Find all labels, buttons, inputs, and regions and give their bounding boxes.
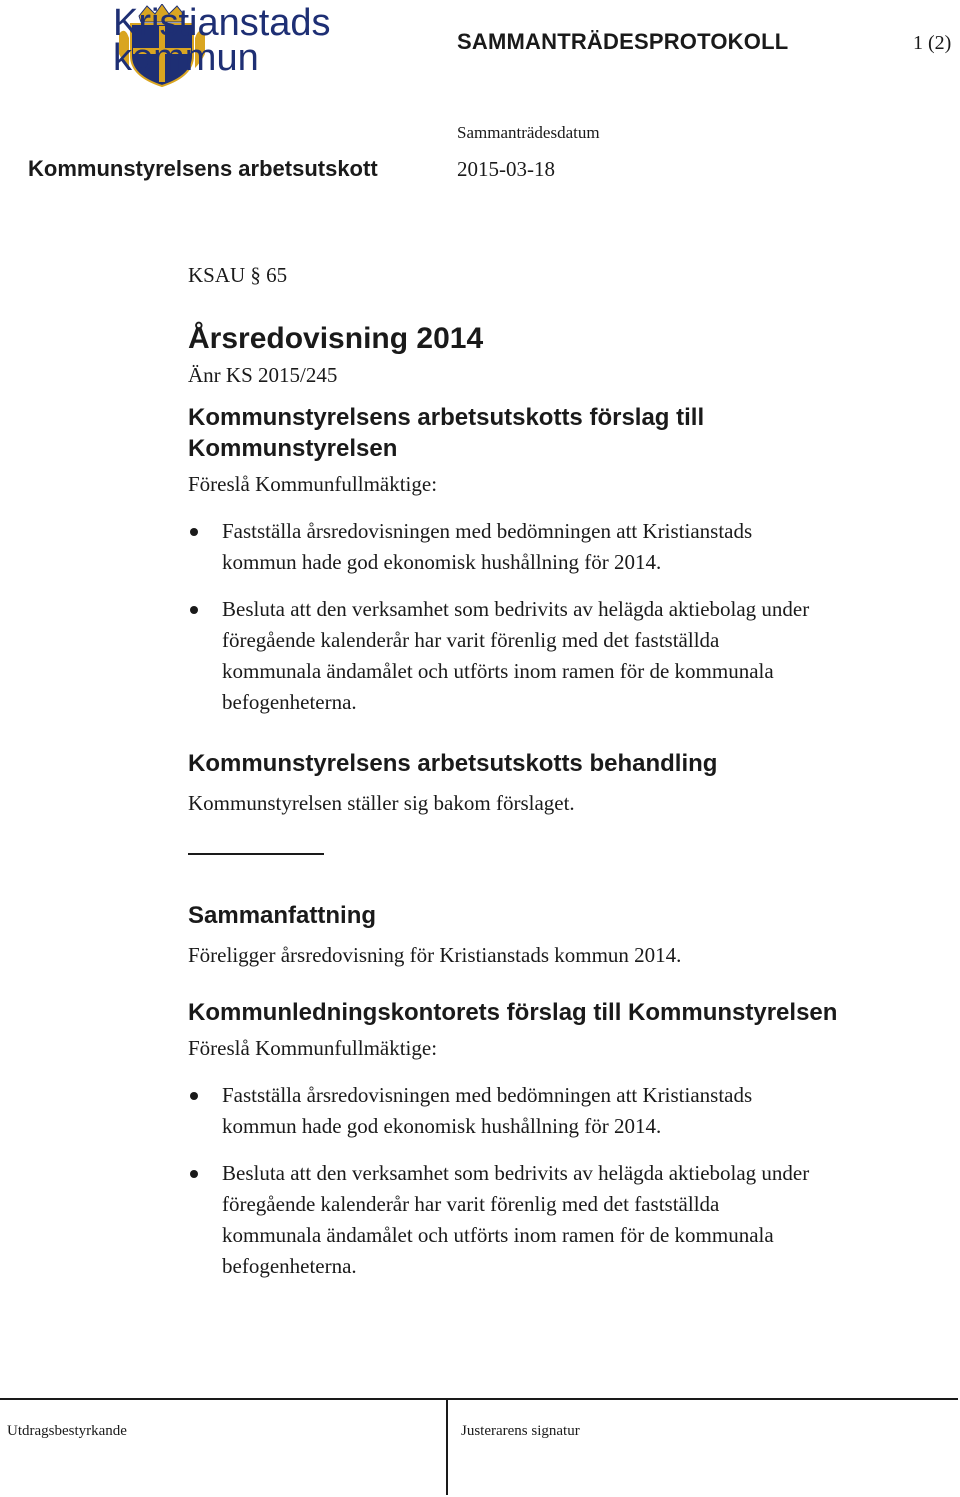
proposal-heading-line2: Kommunstyrelsen — [188, 435, 398, 462]
bullet-icon — [190, 528, 198, 536]
section-number: KSAU § 65 — [188, 263, 288, 287]
meeting-date-label: Sammanträdesdatum — [457, 123, 600, 142]
list-item-line: kommun hade god ekonomisk hushållning för 2014. — [222, 1114, 662, 1138]
meeting-date-value: 2015-03-18 — [457, 157, 555, 181]
handling-heading: Kommunstyrelsens arbetsutskotts behandling — [188, 750, 718, 777]
document-body — [188, 260, 928, 1282]
summary-heading: Sammanfattning — [188, 902, 377, 929]
bullet-icon — [190, 1170, 198, 1178]
footer-rule — [0, 1398, 958, 1400]
list-item-line: kommun hade god ekonomisk hushållning för 2014. — [222, 550, 662, 574]
list-item-line: Fastställa årsredovisningen med bedömningen att Kristianstads — [222, 519, 753, 543]
footer-divider — [446, 1399, 448, 1495]
office-proposal-intro: Föreslå Kommunfullmäktige: — [188, 1036, 438, 1060]
committee-name: Kommunstyrelsens arbetsutskott — [28, 156, 378, 181]
document-title: SAMMANTRÄDESPROTOKOLL — [457, 29, 789, 54]
bullet-icon — [190, 606, 198, 614]
list-item-line: Besluta att den verksamhet som bedrivits av helägda aktiebolag under — [222, 597, 810, 621]
list-item-line: kommunala ändamålet och utförts inom ramen för de kommunala — [222, 659, 774, 683]
list-item-line: kommunala ändamålet och utförts inom ramen för de kommunala — [222, 1223, 774, 1247]
handling-text: Kommunstyrelsen ställer sig bakom förslaget. — [188, 791, 575, 815]
list-item-line: föregående kalenderår har varit förenlig med det fastställda — [222, 1192, 720, 1216]
page-number: 1 (2) — [913, 32, 952, 54]
logo-wordmark-line1: Kristianstads — [113, 2, 331, 44]
office-proposal-list — [188, 1080, 928, 1282]
office-proposal-heading: Kommunledningskontorets förslag till Kommunstyrelsen — [188, 999, 838, 1026]
list-item-line: befogenheterna. — [222, 1254, 357, 1278]
adjuster-signature-label: Justerarens signatur — [461, 1423, 580, 1439]
proposal-list — [188, 516, 928, 718]
section-title: Årsredovisning 2014 — [188, 322, 484, 355]
list-item-line: befogenheterna. — [222, 690, 357, 714]
list-item-line: föregående kalenderår har varit förenlig med det fastställda — [222, 628, 720, 652]
bullet-icon — [190, 1092, 198, 1100]
summary-text: Föreligger årsredovisning för Kristianstads kommun 2014. — [188, 943, 682, 967]
list-item — [188, 1158, 928, 1282]
certification-label: Utdragsbestyrkande — [7, 1423, 127, 1439]
proposal-intro: Föreslå Kommunfullmäktige: — [188, 472, 438, 496]
list-item — [188, 1080, 928, 1142]
list-item-line: Fastställa årsredovisningen med bedömningen att Kristianstads — [222, 1083, 753, 1107]
case-reference: Änr KS 2015/245 — [188, 363, 338, 387]
logo-wordmark-line2: kommun — [113, 37, 259, 79]
list-item — [188, 516, 928, 578]
proposal-heading-line1: Kommunstyrelsens arbetsutskotts förslag till — [188, 404, 705, 431]
list-item — [188, 594, 928, 718]
list-item-line: Besluta att den verksamhet som bedrivits av helägda aktiebolag under — [222, 1161, 810, 1185]
